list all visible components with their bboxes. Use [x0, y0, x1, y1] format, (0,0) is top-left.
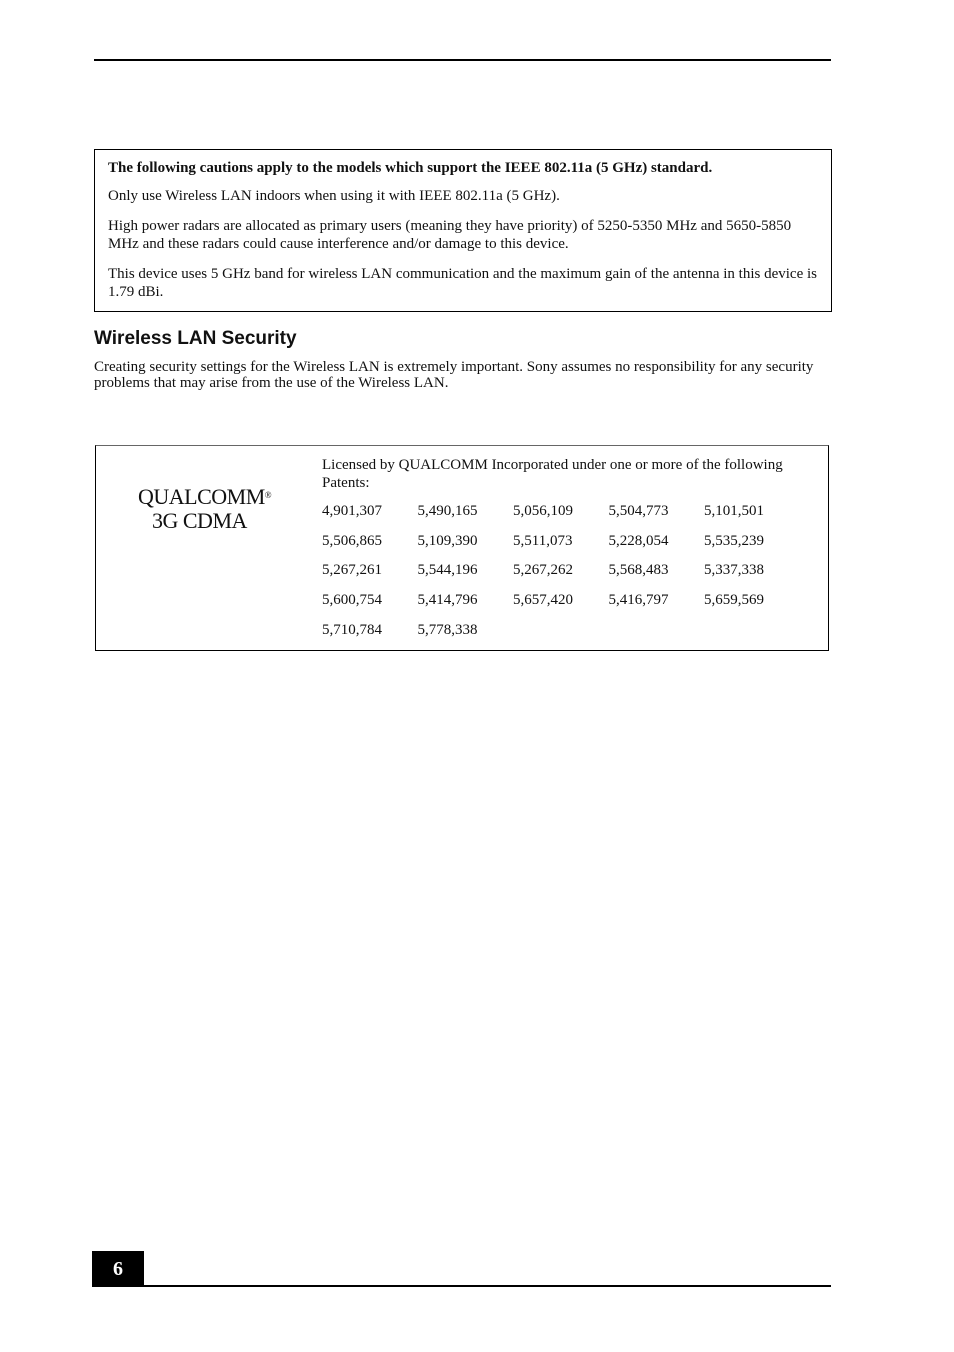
patent-number: 5,228,054 — [608, 532, 669, 549]
patent-number: 5,506,865 — [322, 532, 382, 549]
patent-number: 5,267,261 — [322, 562, 382, 579]
logo-wordmark: QUALCOMM — [138, 484, 265, 509]
patent-number: 5,657,420 — [513, 592, 573, 609]
patent-number: 5,337,338 — [704, 562, 764, 579]
qualcomm-logo — [138, 485, 278, 533]
patent-number: 5,490,165 — [417, 503, 478, 519]
patent-number: 5,659,569 — [704, 592, 764, 609]
patent-number: 5,600,754 — [322, 592, 382, 609]
patent-number: 5,101,501 — [704, 503, 764, 519]
patent-number: 5,056,109 — [513, 503, 573, 519]
footer-rule — [92, 1285, 831, 1287]
patent-number: 5,416,797 — [608, 592, 669, 609]
patent-number: 5,267,262 — [513, 562, 573, 579]
header-rule — [94, 59, 831, 61]
logo-subtitle: 3G CDMA — [152, 508, 247, 533]
section-heading: Wireless LAN Security — [94, 328, 297, 349]
caution-box — [94, 149, 832, 312]
patent-number: 5,535,239 — [704, 532, 764, 549]
caution-paragraph: Only use Wireless LAN indoors when using it with IEEE 802.11a (5 GHz). — [108, 188, 560, 204]
caution-heading: The following cautions apply to the models which support the IEEE 802.11a (5 GHz) standard. — [108, 160, 713, 176]
patent-number: 5,778,338 — [417, 621, 478, 638]
patent-number: 5,511,073 — [513, 532, 573, 549]
patent-number: 5,544,196 — [417, 562, 478, 579]
caution-paragraph: High power radars are allocated as primary users (meaning they have priority) of 5250-5350 MHz and 5650-5850 MHz and these radars could cause interference and/or damage to this device. — [108, 218, 792, 252]
registered-mark: ® — [264, 490, 272, 500]
license-text: Licensed by QUALCOMM Incorporated under one or more of the following Patents: — [322, 457, 783, 491]
patent-number: 5,710,784 — [322, 621, 382, 638]
patent-number: 5,568,483 — [608, 562, 669, 579]
caution-paragraph: This device uses 5 GHz band for wireless LAN communication and the maximum gain of the antenna in this device is 1.79 dBi. — [108, 266, 817, 300]
page-number: 6 — [92, 1251, 144, 1287]
patent-number: 4,901,307 — [322, 503, 382, 519]
patent-list — [322, 502, 822, 650]
patent-number: 5,504,773 — [608, 503, 669, 519]
patent-number: 5,414,796 — [417, 592, 478, 609]
section-body: Creating security settings for the Wireless LAN is extremely important. Sony assumes no responsibility for any security problems that may arise from the use of the Wireless LAN. — [94, 359, 814, 391]
license-box — [95, 445, 829, 651]
patent-number: 5,109,390 — [417, 532, 478, 549]
